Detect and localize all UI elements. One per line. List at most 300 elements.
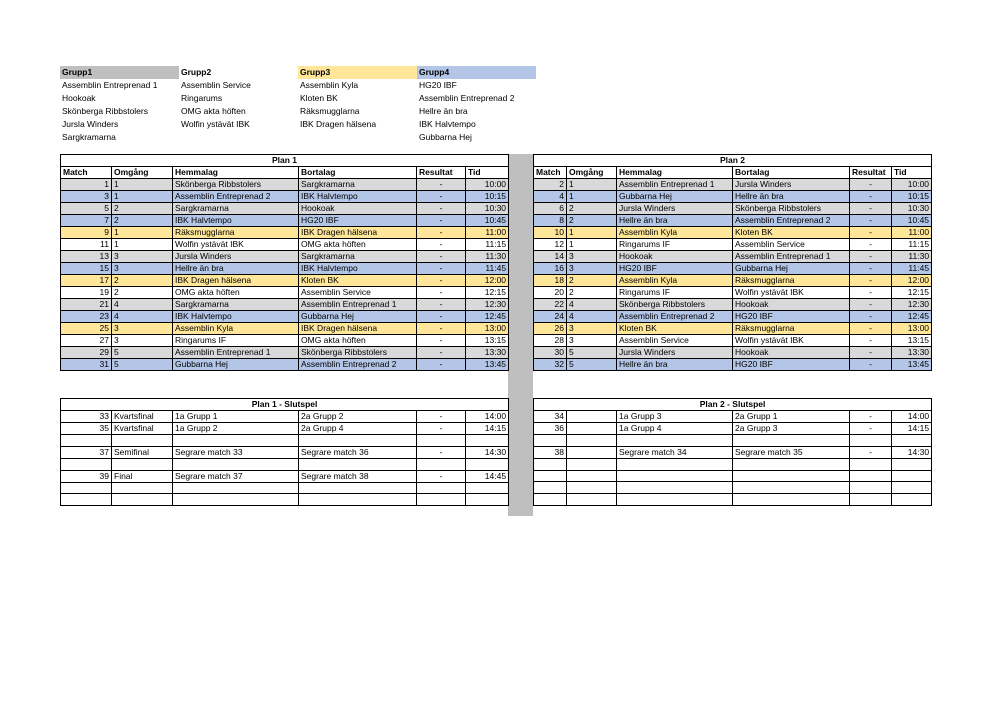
away-team-cell: HG20 IBF <box>733 311 850 323</box>
result-cell: - <box>850 311 892 323</box>
team-name: Ringarums <box>181 93 223 103</box>
home-team-cell: Segrare match 34 <box>617 446 733 458</box>
time-cell: 10:00 <box>892 179 932 191</box>
result-cell: - <box>850 239 892 251</box>
result-cell: - <box>417 251 466 263</box>
match-cell: 36 <box>534 423 567 435</box>
time-cell: 11:00 <box>892 227 932 239</box>
match-cell <box>534 435 567 447</box>
match-cell: 20 <box>534 287 567 299</box>
column-header-row <box>534 167 932 179</box>
team-name: Skönberga Ribbstolers <box>62 106 148 116</box>
match-cell: 38 <box>534 446 567 458</box>
match-cell: 25 <box>61 323 112 335</box>
plan-2-title: Plan 2 <box>534 155 932 167</box>
result-cell <box>417 482 466 494</box>
time-cell: 13:45 <box>466 359 509 371</box>
match-cell: 33 <box>61 411 112 423</box>
result-cell: - <box>417 411 466 423</box>
team-name: HG20 IBF <box>419 80 457 90</box>
result-cell <box>850 470 892 482</box>
col-result: Resultat <box>417 167 466 179</box>
away-team-cell: 2a Grupp 1 <box>733 411 850 423</box>
time-cell: 10:15 <box>892 191 932 203</box>
match-cell: 34 <box>534 411 567 423</box>
round-cell: Kvartsfinal <box>112 423 173 435</box>
home-team-cell: Assemblin Entreprenad 1 <box>617 179 733 191</box>
home-team-cell: Assemblin Kyla <box>173 323 299 335</box>
time-cell: 14:15 <box>892 423 932 435</box>
round-cell: 2 <box>112 203 173 215</box>
result-cell: - <box>850 179 892 191</box>
round-cell: 5 <box>567 359 617 371</box>
time-cell: 14:45 <box>466 470 509 482</box>
round-cell: Kvartsfinal <box>112 411 173 423</box>
result-cell: - <box>417 423 466 435</box>
round-cell <box>112 458 173 470</box>
match-cell: 39 <box>61 470 112 482</box>
match-cell <box>61 494 112 506</box>
home-team-cell: Hellre än bra <box>617 215 733 227</box>
home-team-cell: Assemblin Kyla <box>617 275 733 287</box>
match-cell <box>534 482 567 494</box>
home-team-cell: Assemblin Entreprenad 2 <box>173 191 299 203</box>
team-name: Assemblin Service <box>181 80 251 90</box>
time-cell: 13:30 <box>466 347 509 359</box>
match-cell: 18 <box>534 275 567 287</box>
match-cell: 7 <box>61 215 112 227</box>
home-team-cell <box>173 458 299 470</box>
match-cell: 2 <box>534 179 567 191</box>
match-row <box>61 347 509 359</box>
match-row <box>61 359 509 371</box>
round-cell <box>567 446 617 458</box>
match-row <box>534 323 932 335</box>
time-cell <box>466 458 509 470</box>
away-team-cell: OMG akta höften <box>299 335 417 347</box>
away-team-cell: Wolfin ystävät IBK <box>733 335 850 347</box>
home-team-cell: Segrare match 37 <box>173 470 299 482</box>
match-cell: 19 <box>61 287 112 299</box>
result-cell: - <box>850 347 892 359</box>
away-team-cell: Segrare match 35 <box>733 446 850 458</box>
col-away: Bortalag <box>733 167 850 179</box>
away-team-cell <box>299 494 417 506</box>
away-team-cell: 2a Grupp 4 <box>299 423 417 435</box>
match-cell: 22 <box>534 299 567 311</box>
home-team-cell: Assemblin Service <box>617 335 733 347</box>
team-name: Wolfin ystävät IBK <box>181 119 250 129</box>
match-cell <box>534 470 567 482</box>
home-team-cell: Sargkramarna <box>173 299 299 311</box>
col-time: Tid <box>892 167 932 179</box>
result-cell: - <box>850 215 892 227</box>
team-name: OMG akta höften <box>181 106 246 116</box>
home-team-cell <box>617 458 733 470</box>
match-cell: 16 <box>534 263 567 275</box>
group-header: Grupp4 <box>417 66 536 79</box>
match-row <box>61 435 509 447</box>
time-cell <box>466 494 509 506</box>
group-header-row <box>60 66 536 79</box>
away-team-cell: IBK Halvtempo <box>299 263 417 275</box>
team-name: Gubbarna Hej <box>419 132 472 142</box>
result-cell: - <box>417 191 466 203</box>
time-cell: 13:15 <box>466 335 509 347</box>
time-cell: 11:30 <box>892 251 932 263</box>
result-cell: - <box>417 239 466 251</box>
round-cell: 1 <box>567 239 617 251</box>
home-team-cell: Gubbarna Hej <box>173 359 299 371</box>
match-row <box>534 179 932 191</box>
round-cell: 3 <box>112 251 173 263</box>
round-cell: 5 <box>112 347 173 359</box>
match-cell: 11 <box>61 239 112 251</box>
time-cell: 13:15 <box>892 335 932 347</box>
plan-2-playoff-table <box>533 398 932 506</box>
match-cell: 27 <box>61 335 112 347</box>
plan-separator <box>508 154 533 516</box>
home-team-cell <box>617 494 733 506</box>
away-team-cell: Assemblin Entreprenad 1 <box>733 251 850 263</box>
round-cell <box>567 494 617 506</box>
result-cell: - <box>850 263 892 275</box>
match-row <box>61 446 509 458</box>
home-team-cell: Hookoak <box>617 251 733 263</box>
round-cell: 5 <box>112 359 173 371</box>
away-team-cell: IBK Dragen hälsena <box>299 323 417 335</box>
col-home: Hemmalag <box>173 167 299 179</box>
match-cell <box>61 458 112 470</box>
home-team-cell: Segrare match 33 <box>173 446 299 458</box>
match-cell: 5 <box>61 203 112 215</box>
match-row <box>61 191 509 203</box>
round-cell <box>112 494 173 506</box>
match-row <box>61 179 509 191</box>
match-row <box>534 458 932 470</box>
match-cell: 1 <box>61 179 112 191</box>
plan-2-playoff-title: Plan 2 - Slutspel <box>534 399 932 411</box>
match-cell: 3 <box>61 191 112 203</box>
result-cell: - <box>850 323 892 335</box>
home-team-cell: Skönberga Ribbstolers <box>173 179 299 191</box>
home-team-cell: Kloten BK <box>617 323 733 335</box>
round-cell: Final <box>112 470 173 482</box>
away-team-cell: HG20 IBF <box>733 359 850 371</box>
match-cell: 21 <box>61 299 112 311</box>
round-cell: 1 <box>567 191 617 203</box>
home-team-cell: Jursla Winders <box>617 347 733 359</box>
away-team-cell: Hookoak <box>299 203 417 215</box>
round-cell: Semifinal <box>112 446 173 458</box>
result-cell: - <box>417 347 466 359</box>
home-team-cell <box>173 494 299 506</box>
time-cell: 14:30 <box>466 446 509 458</box>
away-team-cell: Segrare match 36 <box>299 446 417 458</box>
home-team-cell: Assemblin Entreprenad 2 <box>617 311 733 323</box>
round-cell: 3 <box>567 251 617 263</box>
match-row <box>61 482 509 494</box>
match-row <box>61 411 509 423</box>
time-cell <box>466 482 509 494</box>
result-cell: - <box>417 359 466 371</box>
match-cell: 24 <box>534 311 567 323</box>
away-team-cell <box>299 482 417 494</box>
col-match: Match <box>61 167 112 179</box>
round-cell <box>567 458 617 470</box>
match-cell: 10 <box>534 227 567 239</box>
home-team-cell <box>173 482 299 494</box>
away-team-cell: Gubbarna Hej <box>733 263 850 275</box>
home-team-cell: Räksmugglarna <box>173 227 299 239</box>
col-result: Resultat <box>850 167 892 179</box>
match-row <box>61 311 509 323</box>
away-team-cell: Hookoak <box>733 347 850 359</box>
match-cell <box>534 458 567 470</box>
home-team-cell: Jursla Winders <box>173 251 299 263</box>
group-team-row <box>60 105 536 118</box>
match-cell: 32 <box>534 359 567 371</box>
team-name: Assemblin Entreprenad 2 <box>419 93 515 103</box>
home-team-cell: 1a Grupp 3 <box>617 411 733 423</box>
result-cell: - <box>417 335 466 347</box>
time-cell: 12:45 <box>892 311 932 323</box>
match-row <box>534 311 932 323</box>
result-cell <box>850 458 892 470</box>
home-team-cell: Assemblin Kyla <box>617 227 733 239</box>
col-home: Hemmalag <box>617 167 733 179</box>
round-cell: 1 <box>112 227 173 239</box>
round-cell <box>567 470 617 482</box>
match-row <box>61 227 509 239</box>
time-cell: 14:15 <box>466 423 509 435</box>
team-name <box>298 131 417 144</box>
match-row <box>61 215 509 227</box>
round-cell: 4 <box>112 299 173 311</box>
time-cell: 13:30 <box>892 347 932 359</box>
home-team-cell: 1a Grupp 4 <box>617 423 733 435</box>
away-team-cell: Kloten BK <box>733 227 850 239</box>
time-cell: 13:00 <box>892 323 932 335</box>
result-cell: - <box>417 275 466 287</box>
match-row <box>534 423 932 435</box>
result-cell: - <box>417 311 466 323</box>
match-row <box>534 191 932 203</box>
home-team-cell: Skönberga Ribbstolers <box>617 299 733 311</box>
result-cell: - <box>417 299 466 311</box>
team-name: Kloten BK <box>300 93 338 103</box>
time-cell: 14:00 <box>466 411 509 423</box>
away-team-cell <box>733 435 850 447</box>
match-row <box>534 347 932 359</box>
match-cell: 37 <box>61 446 112 458</box>
round-cell <box>112 435 173 447</box>
time-cell: 10:30 <box>466 203 509 215</box>
match-row <box>61 470 509 482</box>
result-cell: - <box>417 179 466 191</box>
time-cell: 13:45 <box>892 359 932 371</box>
home-team-cell: Gubbarna Hej <box>617 191 733 203</box>
result-cell <box>417 494 466 506</box>
time-cell: 12:30 <box>466 299 509 311</box>
result-cell: - <box>850 446 892 458</box>
result-cell: - <box>417 263 466 275</box>
round-cell: 5 <box>567 347 617 359</box>
round-cell: 4 <box>112 311 173 323</box>
away-team-cell: Skönberga Ribbstolers <box>733 203 850 215</box>
away-team-cell: Gubbarna Hej <box>299 311 417 323</box>
time-cell <box>892 470 932 482</box>
home-team-cell: Ringarums IF <box>617 239 733 251</box>
result-cell: - <box>417 203 466 215</box>
match-cell: 8 <box>534 215 567 227</box>
match-cell <box>61 435 112 447</box>
round-cell <box>567 435 617 447</box>
round-cell: 3 <box>112 263 173 275</box>
time-cell: 12:00 <box>466 275 509 287</box>
away-team-cell: Segrare match 38 <box>299 470 417 482</box>
time-cell: 12:15 <box>466 287 509 299</box>
match-row <box>61 323 509 335</box>
match-row <box>534 203 932 215</box>
match-row <box>534 275 932 287</box>
round-cell: 4 <box>567 299 617 311</box>
home-team-cell: 1a Grupp 1 <box>173 411 299 423</box>
match-row <box>61 263 509 275</box>
time-cell <box>466 435 509 447</box>
time-cell: 13:00 <box>466 323 509 335</box>
plan-1-playoff-table <box>60 398 509 506</box>
match-row <box>534 494 932 506</box>
result-cell: - <box>850 275 892 287</box>
time-cell: 12:00 <box>892 275 932 287</box>
time-cell: 14:00 <box>892 411 932 423</box>
match-row <box>534 227 932 239</box>
result-cell: - <box>850 227 892 239</box>
group-overview <box>60 66 536 144</box>
away-team-cell: IBK Halvtempo <box>299 191 417 203</box>
away-team-cell: HG20 IBF <box>299 215 417 227</box>
team-name: IBK Dragen hälsena <box>300 119 377 129</box>
round-cell: 1 <box>567 179 617 191</box>
time-cell: 14:30 <box>892 446 932 458</box>
col-time: Tid <box>466 167 509 179</box>
away-team-cell: Jursla Winders <box>733 179 850 191</box>
time-cell <box>892 494 932 506</box>
time-cell <box>892 482 932 494</box>
away-team-cell <box>299 435 417 447</box>
col-match: Match <box>534 167 567 179</box>
time-cell: 10:30 <box>892 203 932 215</box>
away-team-cell: Sargkramarna <box>299 251 417 263</box>
match-cell: 23 <box>61 311 112 323</box>
result-cell: - <box>850 423 892 435</box>
match-cell: 17 <box>61 275 112 287</box>
round-cell: 2 <box>112 275 173 287</box>
round-cell <box>567 411 617 423</box>
round-cell <box>567 482 617 494</box>
team-name: Jursla Winders <box>62 119 119 129</box>
result-cell: - <box>417 227 466 239</box>
away-team-cell: Wolfin ystävät IBK <box>733 287 850 299</box>
match-row <box>534 263 932 275</box>
home-team-cell <box>617 482 733 494</box>
match-cell: 15 <box>61 263 112 275</box>
match-row <box>61 203 509 215</box>
time-cell <box>892 435 932 447</box>
result-cell: - <box>850 411 892 423</box>
match-cell: 31 <box>61 359 112 371</box>
home-team-cell: Hellre än bra <box>173 263 299 275</box>
group-team-row <box>60 79 536 92</box>
group-team-row <box>60 118 536 131</box>
match-row <box>61 239 509 251</box>
match-row <box>534 446 932 458</box>
match-cell: 35 <box>61 423 112 435</box>
home-team-cell <box>173 435 299 447</box>
team-name: Räksmugglarna <box>300 106 360 116</box>
plan-2-schedule-table <box>533 154 932 371</box>
match-row <box>61 275 509 287</box>
home-team-cell: IBK Dragen hälsena <box>173 275 299 287</box>
match-row <box>61 423 509 435</box>
home-team-cell: Wolfin ystävät IBK <box>173 239 299 251</box>
away-team-cell: Assemblin Service <box>733 239 850 251</box>
time-cell: 12:45 <box>466 311 509 323</box>
match-cell: 9 <box>61 227 112 239</box>
away-team-cell: Räksmugglarna <box>733 275 850 287</box>
home-team-cell: 1a Grupp 2 <box>173 423 299 435</box>
away-team-cell <box>733 470 850 482</box>
round-cell: 3 <box>112 323 173 335</box>
team-name: Hookoak <box>62 93 96 103</box>
team-name: Sargkramarna <box>62 132 116 142</box>
match-row <box>61 458 509 470</box>
home-team-cell: Ringarums IF <box>617 287 733 299</box>
result-cell <box>850 435 892 447</box>
result-cell <box>417 435 466 447</box>
time-cell: 10:45 <box>892 215 932 227</box>
round-cell: 2 <box>112 215 173 227</box>
away-team-cell <box>733 482 850 494</box>
away-team-cell: Hookoak <box>733 299 850 311</box>
round-cell: 1 <box>112 191 173 203</box>
result-cell: - <box>850 359 892 371</box>
time-cell: 11:15 <box>892 239 932 251</box>
result-cell: - <box>417 287 466 299</box>
away-team-cell: Sargkramarna <box>299 179 417 191</box>
col-round: Omgång <box>567 167 617 179</box>
match-row <box>534 251 932 263</box>
round-cell: 2 <box>567 287 617 299</box>
round-cell: 3 <box>112 335 173 347</box>
match-row <box>534 470 932 482</box>
time-cell: 10:45 <box>466 215 509 227</box>
plan-1-schedule-table <box>60 154 509 371</box>
match-row <box>534 482 932 494</box>
match-cell <box>534 494 567 506</box>
result-cell <box>850 494 892 506</box>
round-cell <box>567 423 617 435</box>
round-cell: 1 <box>112 239 173 251</box>
round-cell: 1 <box>567 227 617 239</box>
group-header: Grupp2 <box>181 67 212 77</box>
result-cell: - <box>417 470 466 482</box>
match-cell: 26 <box>534 323 567 335</box>
match-row <box>61 251 509 263</box>
home-team-cell: Jursla Winders <box>617 203 733 215</box>
group-team-row <box>60 92 536 105</box>
